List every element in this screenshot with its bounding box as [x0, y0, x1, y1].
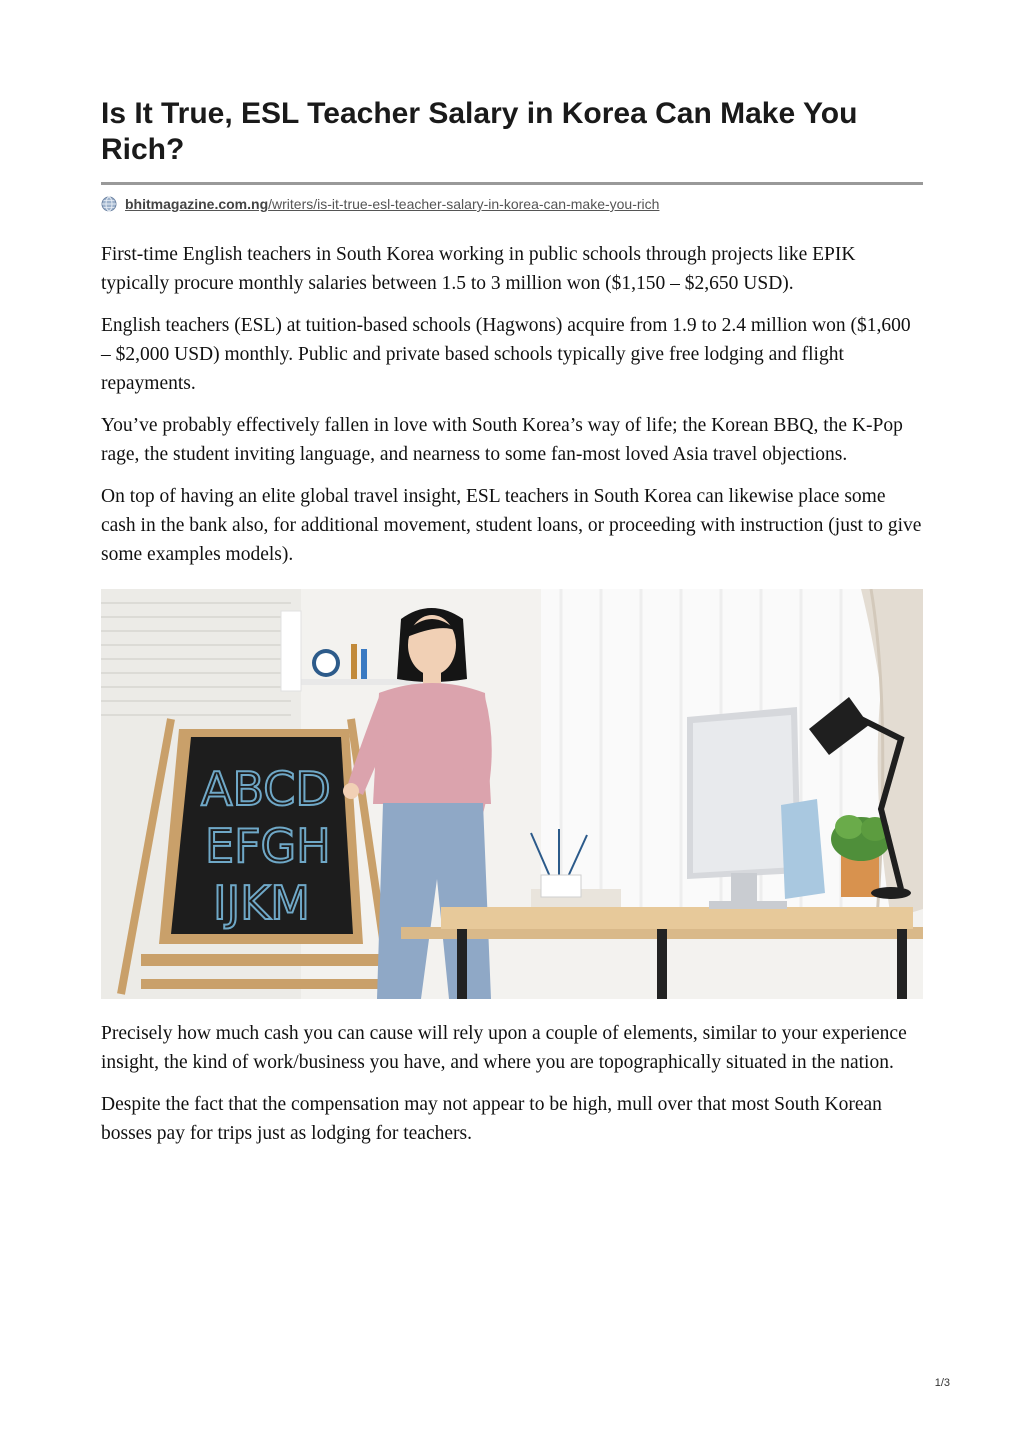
- paragraph: First-time English teachers in South Korea working in public schools through projects like EPIK typically procure monthly salaries between 1.5 to 3 million won ($1,150 – $2,650 USD).: [101, 244, 856, 294]
- title-divider: [101, 182, 923, 185]
- source-path: /writers/is-it-true-esl-teacher-salary-in-korea-can-make-you-rich: [268, 196, 660, 212]
- paragraph: Precisely how much cash you can cause will rely upon a couple of elements, similar to your experience insight, the kind of work/business you have, and where you are topographically situated in the nation.: [101, 1023, 907, 1073]
- paragraph: English teachers (ESL) at tuition-based schools (Hagwons) acquire from 1.9 to 2.4 million won ($1,600 – $2,000 USD) monthly. Public and private based schools typically give free lodging and flight repayments.: [101, 315, 911, 394]
- globe-icon: [101, 196, 117, 212]
- blackboard-line-2: EFGH: [205, 819, 331, 873]
- paragraph: On top of having an elite global travel insight, ESL teachers in South Korea can likewise place some cash in the bank also, for additional movement, student loans, or proceeding with instruction (just to give some examples models).: [101, 486, 922, 565]
- blackboard-line-1: ABCD: [201, 762, 331, 816]
- paragraph: You’ve probably effectively fallen in love with South Korea’s way of life; the Korean BBQ, the K-Pop rage, the student inviting language, and nearness to some fan-most loved Asia travel objections.: [101, 415, 903, 465]
- source-line: [101, 194, 923, 214]
- page-number: 1/3: [934, 1377, 950, 1389]
- source-domain: bhitmagazine.com.ng: [125, 196, 269, 212]
- article-photo: [101, 589, 923, 999]
- article-body: [101, 240, 923, 1148]
- paragraph: Despite the fact that the compensation may not appear to be high, mull over that most South Korean bosses pay for trips just as lodging for teachers.: [101, 1094, 882, 1144]
- blackboard-line-3: IJKM: [213, 876, 310, 930]
- article-title: Is It True, ESL Teacher Salary in Korea Can Make You Rich?: [101, 97, 858, 166]
- source-link[interactable]: [125, 196, 659, 212]
- article: [101, 96, 923, 1161]
